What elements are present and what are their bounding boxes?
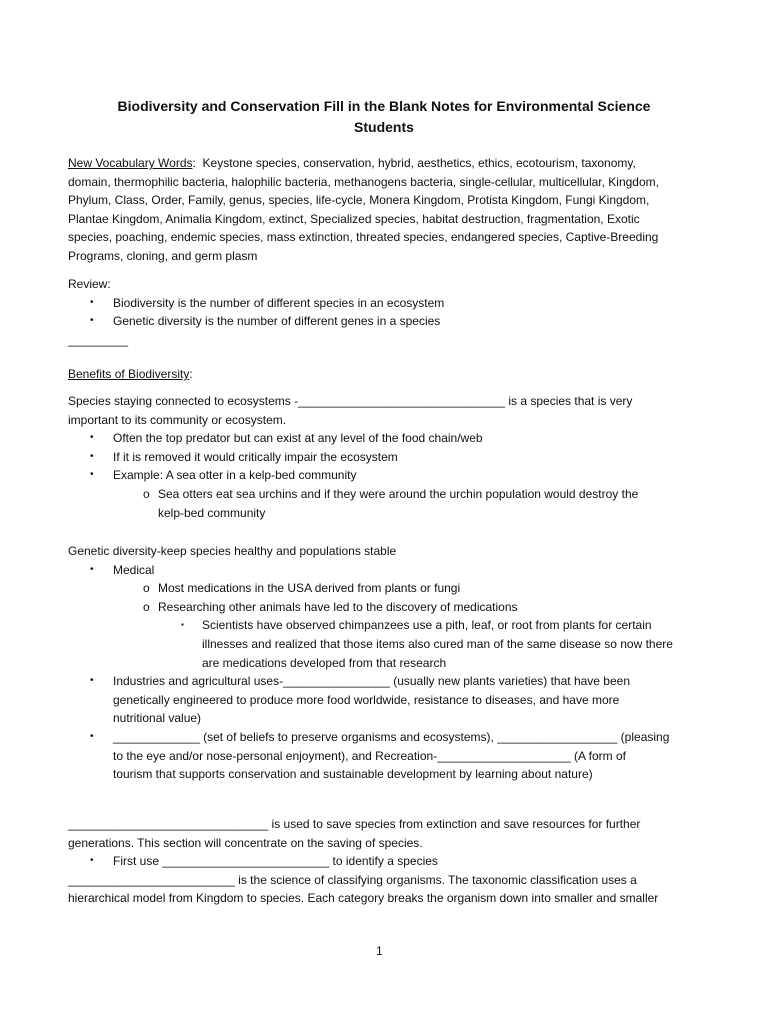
bullet-icon: • <box>90 432 94 444</box>
keystone-section <box>68 392 708 522</box>
review-blank: _________ <box>68 332 129 347</box>
conservation-section <box>68 815 708 908</box>
industry-line-2: genetically engineered to produce more food worldwide, resistance to diseases, and have more <box>113 692 620 707</box>
medical-bullet <box>68 561 708 580</box>
keystone-line-1: Species staying connected to ecosystems -_______________________________ is a species that is very <box>68 394 633 408</box>
review-section <box>68 275 708 349</box>
conservation-line-2: generations. This section will concentrate on the saving of species. <box>68 835 423 850</box>
medical-square-line-1: Scientists have observed chimpanzees use a pith, leaf, or root from plants for certain <box>202 618 652 633</box>
conservation-bullet-1 <box>68 852 708 871</box>
vocab-colon: : <box>192 156 203 170</box>
vocab-text-1: Keystone species, conservation, hybrid, aesthetics, ethics, ecotourism, taxonomy, <box>202 156 636 170</box>
medical-square-bullet-cont-2 <box>68 654 708 673</box>
conservation-line-1: ______________________________ is used to save species from extinction and save resources for further <box>68 817 641 831</box>
keystone-sub-1-line-1: Sea otters eat sea urchins and if they were around the urchin population would destroy the <box>158 486 639 501</box>
industry-bullet <box>68 672 708 691</box>
keystone-bullet-1-text: Often the top predator but can exist at any level of the food chain/web <box>113 431 483 446</box>
vocab-line-5: species, poaching, endemic species, mass extinction, threated species, endangered species, Captive-Breeding <box>68 230 659 245</box>
medical-text: Medical <box>113 562 155 577</box>
document-title <box>80 96 688 138</box>
ethics-bullet-cont-1 <box>68 747 708 766</box>
review-bullet-1 <box>68 294 708 313</box>
benefits-heading: Benefits of Biodiversity <box>68 367 190 381</box>
conservation-bullet-1-text: First use _________________________ to identify a species <box>113 854 438 869</box>
ethics-bullet <box>68 728 708 747</box>
vocab-line-2: domain, thermophilic bacteria, halophilic bacteria, methanogens bacteria, single-cellular, multicellular, Kingdom, <box>68 174 659 189</box>
circle-bullet-icon: o <box>143 581 150 596</box>
ethics-line-2: to the eye and/or nose-personal enjoyment), and Recreation-____________________ (A form of <box>113 748 627 763</box>
bullet-icon: • <box>90 296 94 308</box>
benefits-section <box>68 365 708 384</box>
bullet-icon: • <box>90 315 94 327</box>
benefits-heading-line <box>68 365 708 384</box>
keystone-sub-bullet-1 <box>68 485 708 504</box>
vocabulary-section <box>68 154 708 266</box>
vocab-line-1 <box>68 154 708 173</box>
industry-line-1: Industries and agricultural uses-________________ (usually new plants varieties) that have been <box>113 674 631 689</box>
title-line-1: Biodiversity and Conservation Fill in the Blank Notes for Environmental Science <box>117 98 651 114</box>
benefits-colon: : <box>189 367 193 381</box>
title-line-2: Students <box>354 119 414 135</box>
keystone-bullet-2-text: If it is removed it would critically impair the ecosystem <box>113 449 398 464</box>
medical-square-line-3: are medications developed from that research <box>202 655 447 670</box>
ethics-line-3: tourism that supports conservation and sustainable development by learning about nature) <box>113 767 593 782</box>
bullet-icon: • <box>90 450 94 462</box>
industry-bullet-cont-2 <box>68 709 708 728</box>
keystone-line-2: important to its community or ecosystem. <box>68 412 287 427</box>
review-bullet-1-text: Biodiversity is the number of different species in an ecosystem <box>113 295 445 310</box>
genetic-diversity-section <box>68 542 708 784</box>
vocab-heading: New Vocabulary Words <box>68 156 193 170</box>
medical-sub-bullet-1 <box>68 579 708 598</box>
medical-square-bullet <box>68 616 708 635</box>
keystone-sub-1-line-2: kelp-bed community <box>158 505 266 520</box>
bullet-icon: • <box>90 730 94 742</box>
review-heading: Review: <box>68 277 111 291</box>
keystone-sub-bullet-1-cont <box>68 504 708 523</box>
medical-sub-bullet-2 <box>68 598 708 617</box>
ethics-bullet-cont-2 <box>68 765 708 784</box>
page-number: 1 <box>376 944 383 958</box>
medical-sub-1-text: Most medications in the USA derived from plants or fungi <box>158 581 461 596</box>
circle-bullet-icon: o <box>143 486 150 501</box>
square-bullet-icon: ▪ <box>181 620 184 630</box>
circle-bullet-icon: o <box>143 599 150 614</box>
medical-square-line-2: illnesses and realized that those items also cured man of the same disease so now there <box>202 636 673 651</box>
bullet-icon: • <box>90 855 94 867</box>
keystone-bullet-1 <box>68 429 708 448</box>
bullet-icon: • <box>90 469 94 481</box>
medical-square-bullet-cont-1 <box>68 635 708 654</box>
keystone-bullet-3-text: Example: A sea otter in a kelp-bed community <box>113 468 357 483</box>
review-bullet-2-text: Genetic diversity is the number of different genes in a species <box>113 314 441 329</box>
genetic-intro: Genetic diversity-keep species healthy and populations stable <box>68 544 397 558</box>
vocab-line-4: Plantae Kingdom, Animalia Kingdom, extinct, Specialized species, habitat destruction, fragmentation, Exotic <box>68 211 640 226</box>
taxonomy-line-2: hierarchical model from Kingdom to species. Each category breaks the organism down into smaller and smaller <box>68 891 659 906</box>
industry-bullet-cont-1 <box>68 691 708 710</box>
bullet-icon: • <box>90 675 94 687</box>
keystone-bullet-3 <box>68 466 708 485</box>
vocab-line-6: Programs, cloning, and germ plasm <box>68 248 258 263</box>
industry-line-3: nutritional value) <box>113 711 202 726</box>
vocab-line-3: Phylum, Class, Order, Family, genus, species, life-cycle, Monera Kingdom, Protista Kingdom, Fungi Kingdom, <box>68 193 650 208</box>
keystone-bullet-2 <box>68 448 708 467</box>
taxonomy-line-1: _________________________ is the science of classifying organisms. The taxonomic classification uses a <box>68 872 637 887</box>
ethics-line-1: _____________ (set of beliefs to preserve organisms and ecosystems), __________________ (pleasing <box>113 729 670 744</box>
review-bullet-2 <box>68 312 708 331</box>
medical-sub-2-text: Researching other animals have led to the discovery of medications <box>158 599 518 614</box>
bullet-icon: • <box>90 563 94 575</box>
